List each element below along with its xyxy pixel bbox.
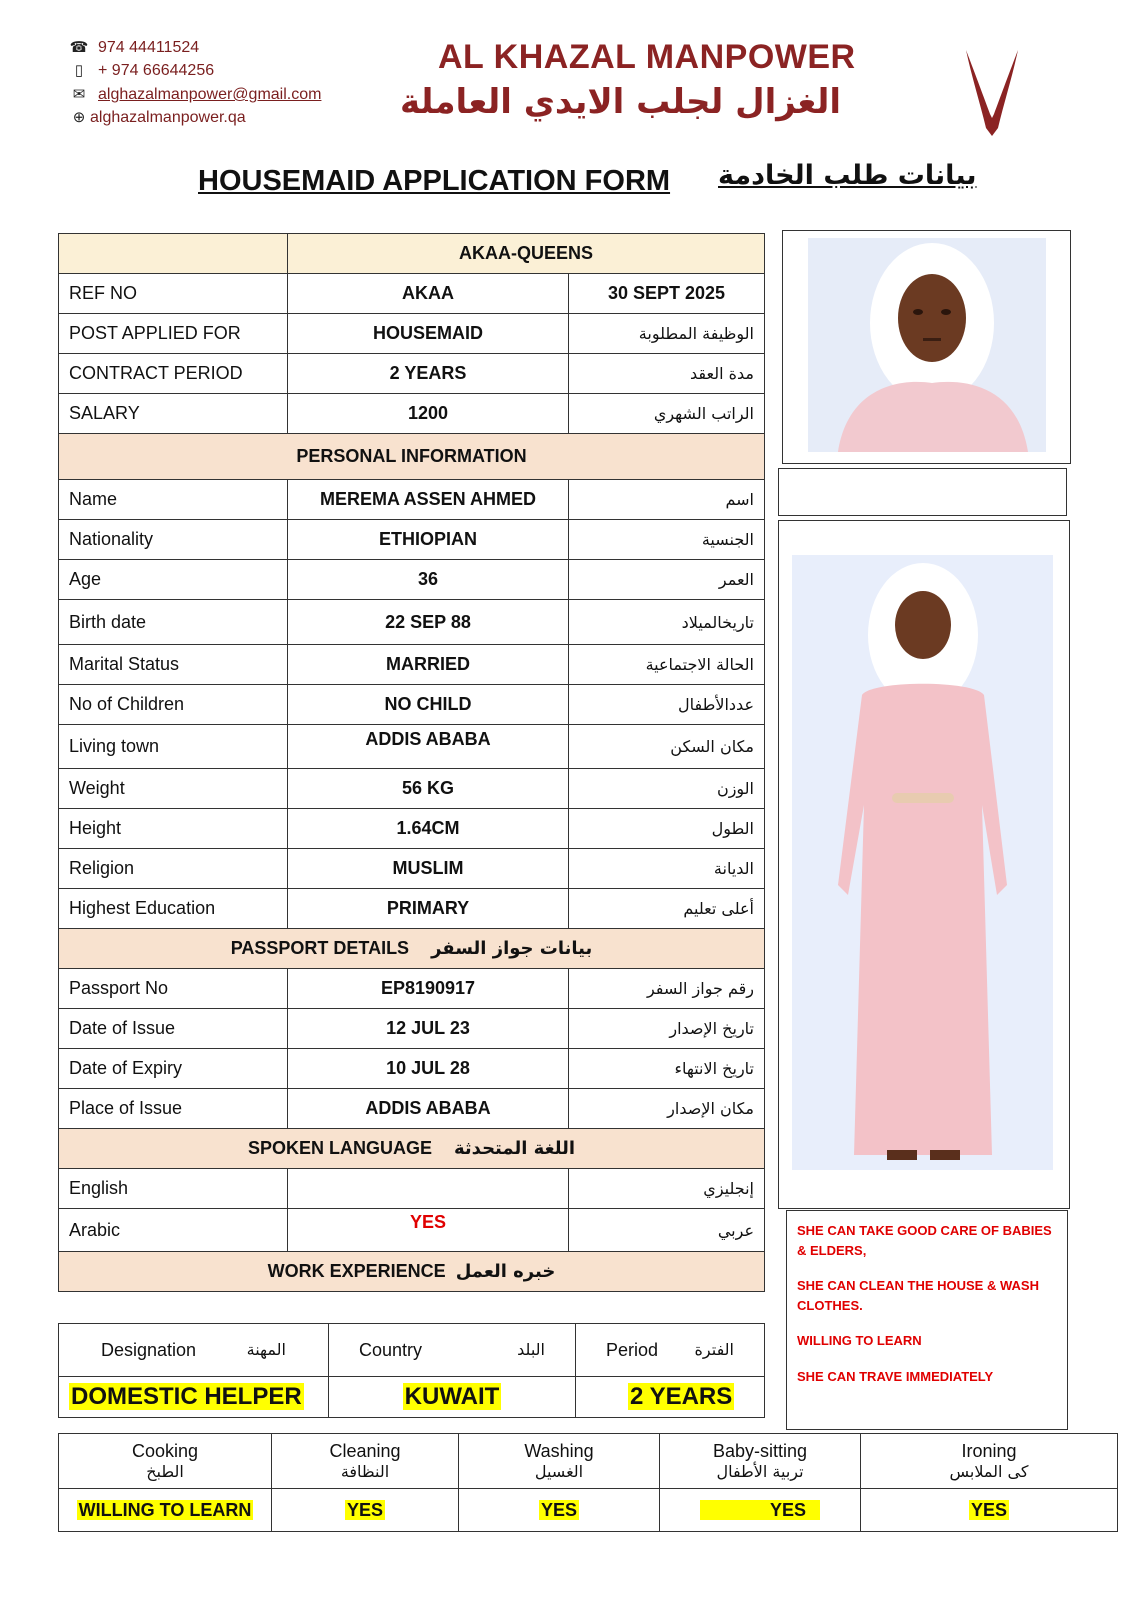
table-row: No of Children NO CHILD عددالأطفال — [59, 685, 765, 725]
envelope-icon: ✉ — [72, 86, 86, 103]
mobile-icon: ▯ — [74, 62, 84, 79]
agency-name: AKAA-QUEENS — [288, 234, 765, 274]
experience-section-header: WORK EXPERIENCE خبره العمل — [59, 1252, 765, 1292]
experience-table — [58, 1323, 765, 1418]
remark: WILLING TO LEARN — [797, 1333, 922, 1348]
post-row: POST APPLIED FOR HOUSEMAID الوظيفة المطلوبة — [59, 314, 765, 354]
portrait-photo — [808, 238, 1046, 452]
remarks-box — [786, 1210, 1068, 1430]
empty-box — [778, 468, 1067, 516]
experience-row: DOMESTIC HELPER KUWAIT 2 YEARS — [59, 1377, 765, 1418]
table-row: Passport No EP8190917 رقم جواز السفر — [59, 969, 765, 1009]
table-row: Living town ADDIS ABABA مكان السكن — [59, 725, 765, 769]
application-table — [58, 233, 765, 1292]
ref-date: 30 SEPT 2025 — [569, 274, 765, 314]
website-link[interactable]: alghazalmanpower.qa — [90, 109, 246, 126]
table-row: Date of Issue 12 JUL 23 تاريخ الإصدار — [59, 1009, 765, 1049]
table-row: Name MEREMA ASSEN AHMED اسم — [59, 480, 765, 520]
table-row: Birth date 22 SEP 88 تاريخالميلاد — [59, 600, 765, 645]
contact-website[interactable] — [68, 108, 246, 127]
language-section-header: SPOKEN LANGUAGE اللغة المتحدثة — [59, 1129, 765, 1169]
table-row: Age 36 العمر — [59, 560, 765, 600]
personal-section-header: PERSONAL INFORMATION — [59, 434, 765, 480]
contract-row: CONTRACT PERIOD 2 YEARS مدة العقد — [59, 354, 765, 394]
experience-header-row: Designation المهنة Country البلد Period الفترة — [59, 1324, 765, 1377]
skills-header-row: Cooking الطبخ Cleaning النظافة Washing الغسيل Baby-sitting تربية الأطفال Ironing کی الملابس — [59, 1434, 1118, 1489]
remark: SHE CAN TAKE GOOD CARE OF BABIES & ELDERS, — [797, 1223, 1052, 1259]
form-title-ar: بيانات طلب الخادمة — [718, 160, 977, 191]
email-link[interactable]: alghazalmanpower@gmail.com — [98, 86, 322, 103]
passport-section-header: PASSPORT DETAILS بيانات جواز السفر — [59, 929, 765, 969]
table-row: Religion MUSLIM الديانة — [59, 849, 765, 889]
contact-phone1: ☎ 974 44411524 — [69, 39, 200, 56]
skills-value-row: WILLING TO LEARN YES YES YES YES — [59, 1489, 1118, 1532]
portrait-illustration — [808, 238, 1046, 452]
table-row: Nationality ETHIOPIAN الجنسية — [59, 520, 765, 560]
salary-row: SALARY 1200 الراتب الشهري — [59, 394, 765, 434]
phone-icon: ☎ — [69, 39, 89, 56]
agency-row — [59, 234, 765, 274]
table-row: Weight 56 KG الوزن — [59, 769, 765, 809]
table-row: Arabic YES عربي — [59, 1209, 765, 1252]
globe-icon: ⊕ — [72, 109, 86, 126]
contact-email[interactable] — [68, 85, 321, 104]
remark: SHE CAN CLEAN THE HOUSE & WASH CLOTHES. — [797, 1278, 1039, 1314]
fullbody-photo — [792, 555, 1053, 1170]
ref-row: REF NO AKAA 30 SEPT 2025 — [59, 274, 765, 314]
form-title-en: HOUSEMAID APPLICATION FORM — [198, 165, 671, 197]
gazelle-horns-logo — [962, 48, 1022, 138]
remark: SHE CAN TRAVE IMMEDIATELY — [797, 1369, 994, 1384]
table-row: Place of Issue ADDIS ABABA مكان الإصدار — [59, 1089, 765, 1129]
brand-name-en: AL KHAZAL MANPOWER — [438, 38, 856, 76]
table-row: Highest Education PRIMARY أعلى تعليم — [59, 889, 765, 929]
ref-value: AKAA — [288, 274, 569, 314]
table-row: Height 1.64CM الطول — [59, 809, 765, 849]
table-row: English إنجليزي — [59, 1169, 765, 1209]
brand-name-ar: الغزال لجلب الايدي العاملة — [400, 82, 842, 122]
table-row: Date of Expiry 10 JUL 28 تاريخ الانتهاء — [59, 1049, 765, 1089]
fullbody-illustration — [792, 555, 1053, 1170]
table-row: Marital Status MARRIED الحالة الاجتماعية — [59, 645, 765, 685]
contact-phone2: ▯ + 974 66644256 — [68, 61, 214, 80]
skills-table — [58, 1433, 1118, 1532]
